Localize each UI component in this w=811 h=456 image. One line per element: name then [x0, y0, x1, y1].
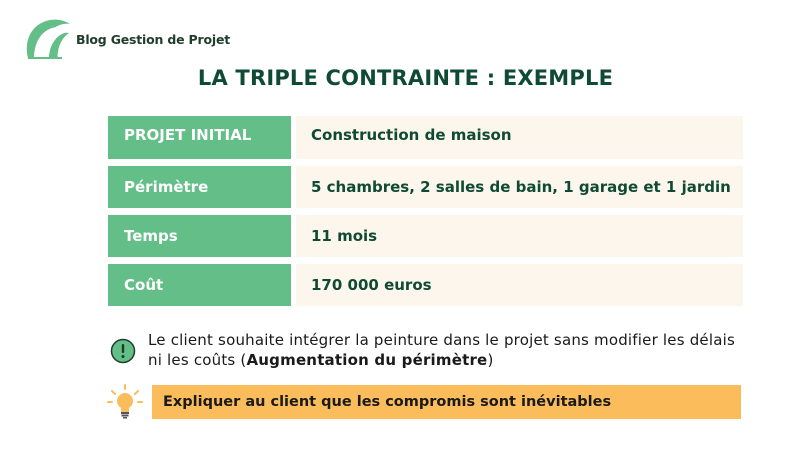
lightbulb-icon — [106, 383, 144, 421]
table-row-time — [108, 215, 743, 257]
table-row-cost — [108, 264, 743, 306]
row-label: PROJET INITIAL — [108, 116, 291, 159]
row-label: Coût — [108, 264, 291, 306]
row-label: Temps — [108, 215, 291, 257]
note-text: Le client souhaite intégrer la peinture dans le projet sans modifier les délais ni les coûts (Augmentation du périmètre) — [148, 331, 735, 369]
row-label: Périmètre — [108, 166, 291, 208]
table-row-scope — [108, 166, 743, 208]
exclamation-icon — [110, 338, 136, 364]
row-value: 11 mois — [296, 215, 743, 257]
leaf-logo-icon — [22, 16, 72, 62]
row-value: 170 000 euros — [296, 264, 743, 306]
constraint-table — [108, 116, 743, 313]
brand — [22, 16, 230, 62]
tip — [106, 383, 741, 421]
row-value: 5 chambres, 2 salles de bain, 1 garage et 1 jardin — [296, 166, 743, 208]
table-row-initial-project — [108, 116, 743, 159]
page-title: LA TRIPLE CONTRAINTE : EXEMPLE — [197, 66, 614, 90]
tip-box: Expliquer au client que les compromis sont inévitables — [152, 385, 741, 419]
row-value: Construction de maison — [296, 116, 743, 159]
note-emphasis: Augmentation du périmètre — [246, 351, 488, 369]
note — [110, 330, 750, 370]
brand-name: Blog Gestion de Projet — [76, 31, 231, 47]
